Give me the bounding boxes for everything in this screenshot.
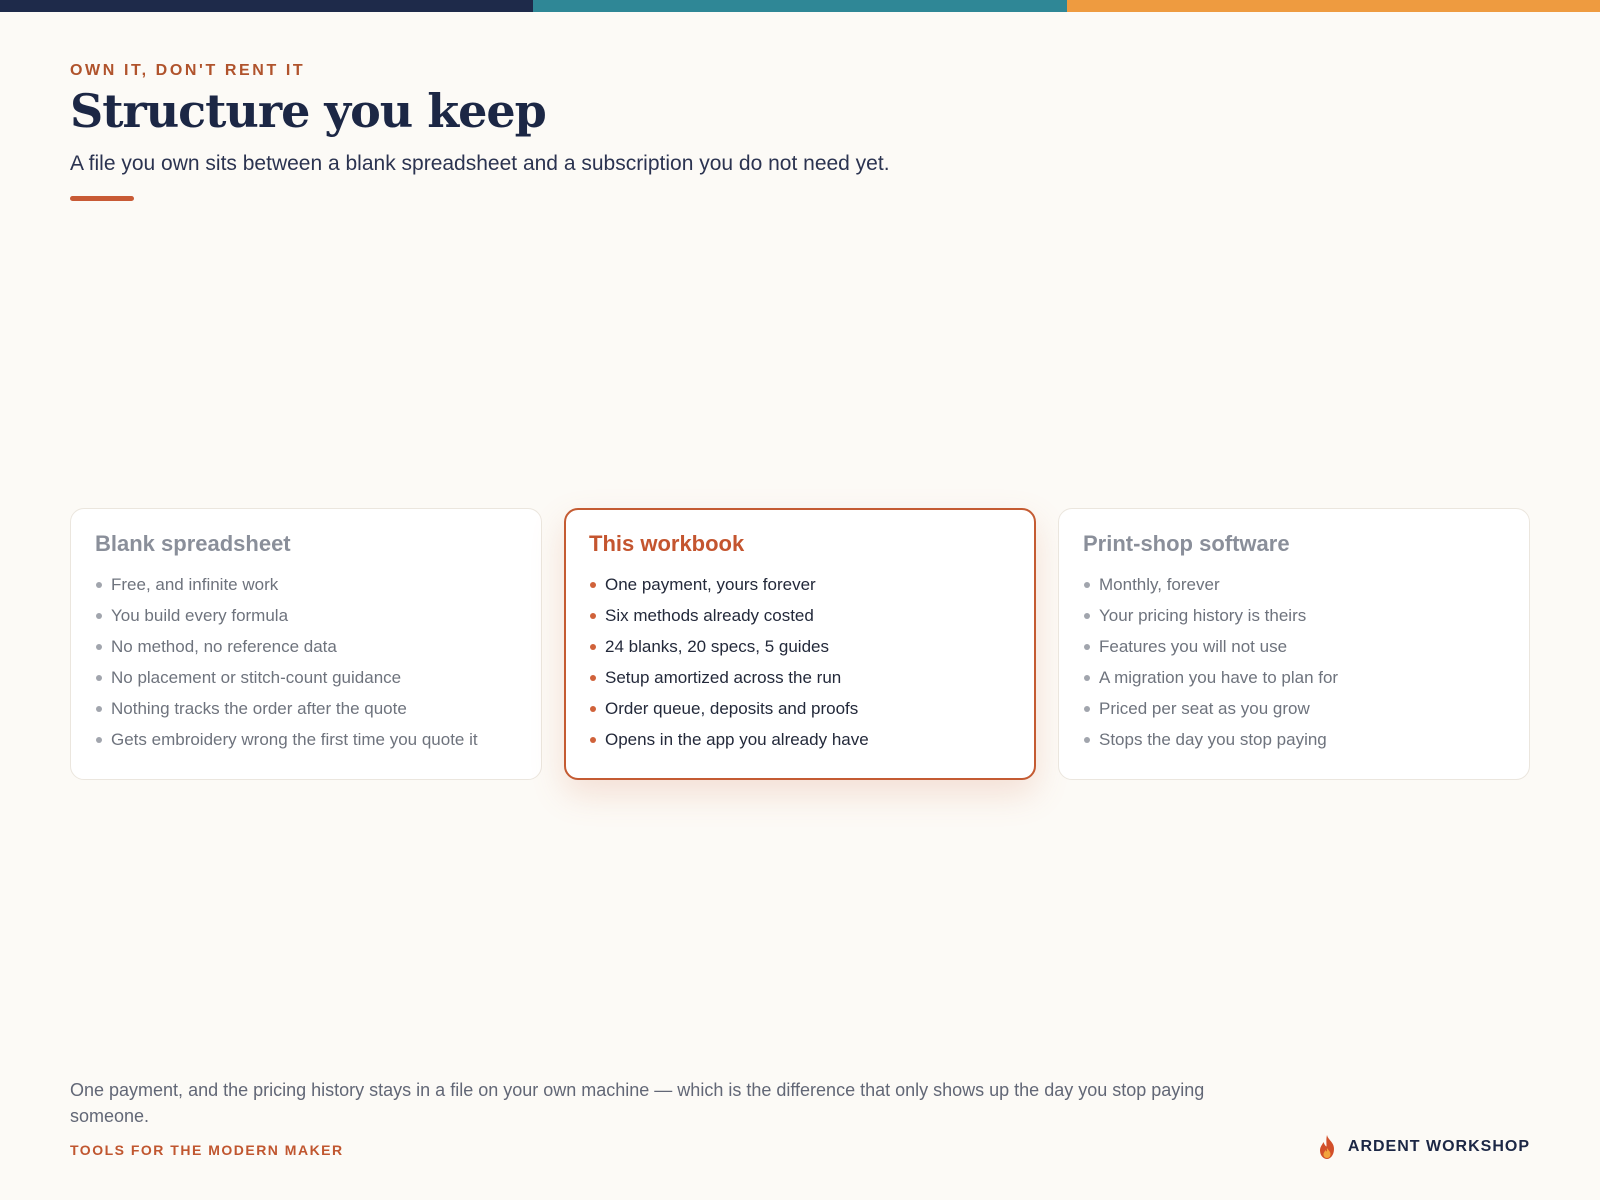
top-bar-segment-navy: [0, 0, 533, 12]
card-title: Blank spreadsheet: [95, 531, 291, 556]
list-item: Free, and infinite work: [95, 569, 517, 600]
card-title: This workbook: [589, 531, 745, 556]
list-item: Gets embroidery wrong the first time you quote it: [95, 724, 517, 755]
closing-statement: One payment, and the pricing history stays in a file on your own machine — which is the difference that only shows up the day you stop paying someone.: [70, 1080, 1205, 1126]
list-item: One payment, yours forever: [589, 569, 1011, 600]
top-bar-segment-teal: [533, 0, 1066, 12]
card-list: [95, 569, 517, 755]
list-item: No placement or stitch-count guidance: [95, 662, 517, 693]
list-item: Features you will not use: [1083, 631, 1505, 662]
list-item: You build every formula: [95, 600, 517, 631]
list-item: Monthly, forever: [1083, 569, 1505, 600]
top-color-bar: [0, 0, 1600, 12]
card-blank-spreadsheet: [70, 508, 542, 780]
card-list: [1083, 569, 1505, 755]
list-item: Opens in the app you already have: [589, 724, 1011, 755]
brand-name: ARDENT WORKSHOP: [1347, 1138, 1530, 1155]
list-item: Priced per seat as you grow: [1083, 693, 1505, 724]
footer-tagline: TOOLS FOR THE MODERN MAKER: [70, 1142, 344, 1158]
card-list: [589, 569, 1011, 755]
list-item: Order queue, deposits and proofs: [589, 693, 1011, 724]
flame-icon: [1316, 1134, 1338, 1160]
list-item: 24 blanks, 20 specs, 5 guides: [589, 631, 1011, 662]
brand-lockup: [1316, 1134, 1530, 1160]
top-bar-segment-orange: [1067, 0, 1600, 12]
list-item: Nothing tracks the order after the quote: [95, 693, 517, 724]
list-item: A migration you have to plan for: [1083, 662, 1505, 693]
accent-rule: [70, 196, 134, 201]
list-item: Setup amortized across the run: [589, 662, 1011, 693]
list-item: No method, no reference data: [95, 631, 517, 662]
list-item: Your pricing history is theirs: [1083, 600, 1505, 631]
page-title: Structure you keep: [70, 84, 546, 138]
eyebrow: OWN IT, DON'T RENT IT: [70, 62, 306, 79]
card-title: Print-shop software: [1083, 531, 1290, 556]
list-item: Six methods already costed: [589, 600, 1011, 631]
card-this-workbook: [564, 508, 1036, 780]
list-item: Stops the day you stop paying: [1083, 724, 1505, 755]
comparison-cards: [70, 508, 1530, 780]
page-subtitle: A file you own sits between a blank spreadsheet and a subscription you do not need yet.: [70, 152, 890, 175]
card-print-shop-software: [1058, 508, 1530, 780]
